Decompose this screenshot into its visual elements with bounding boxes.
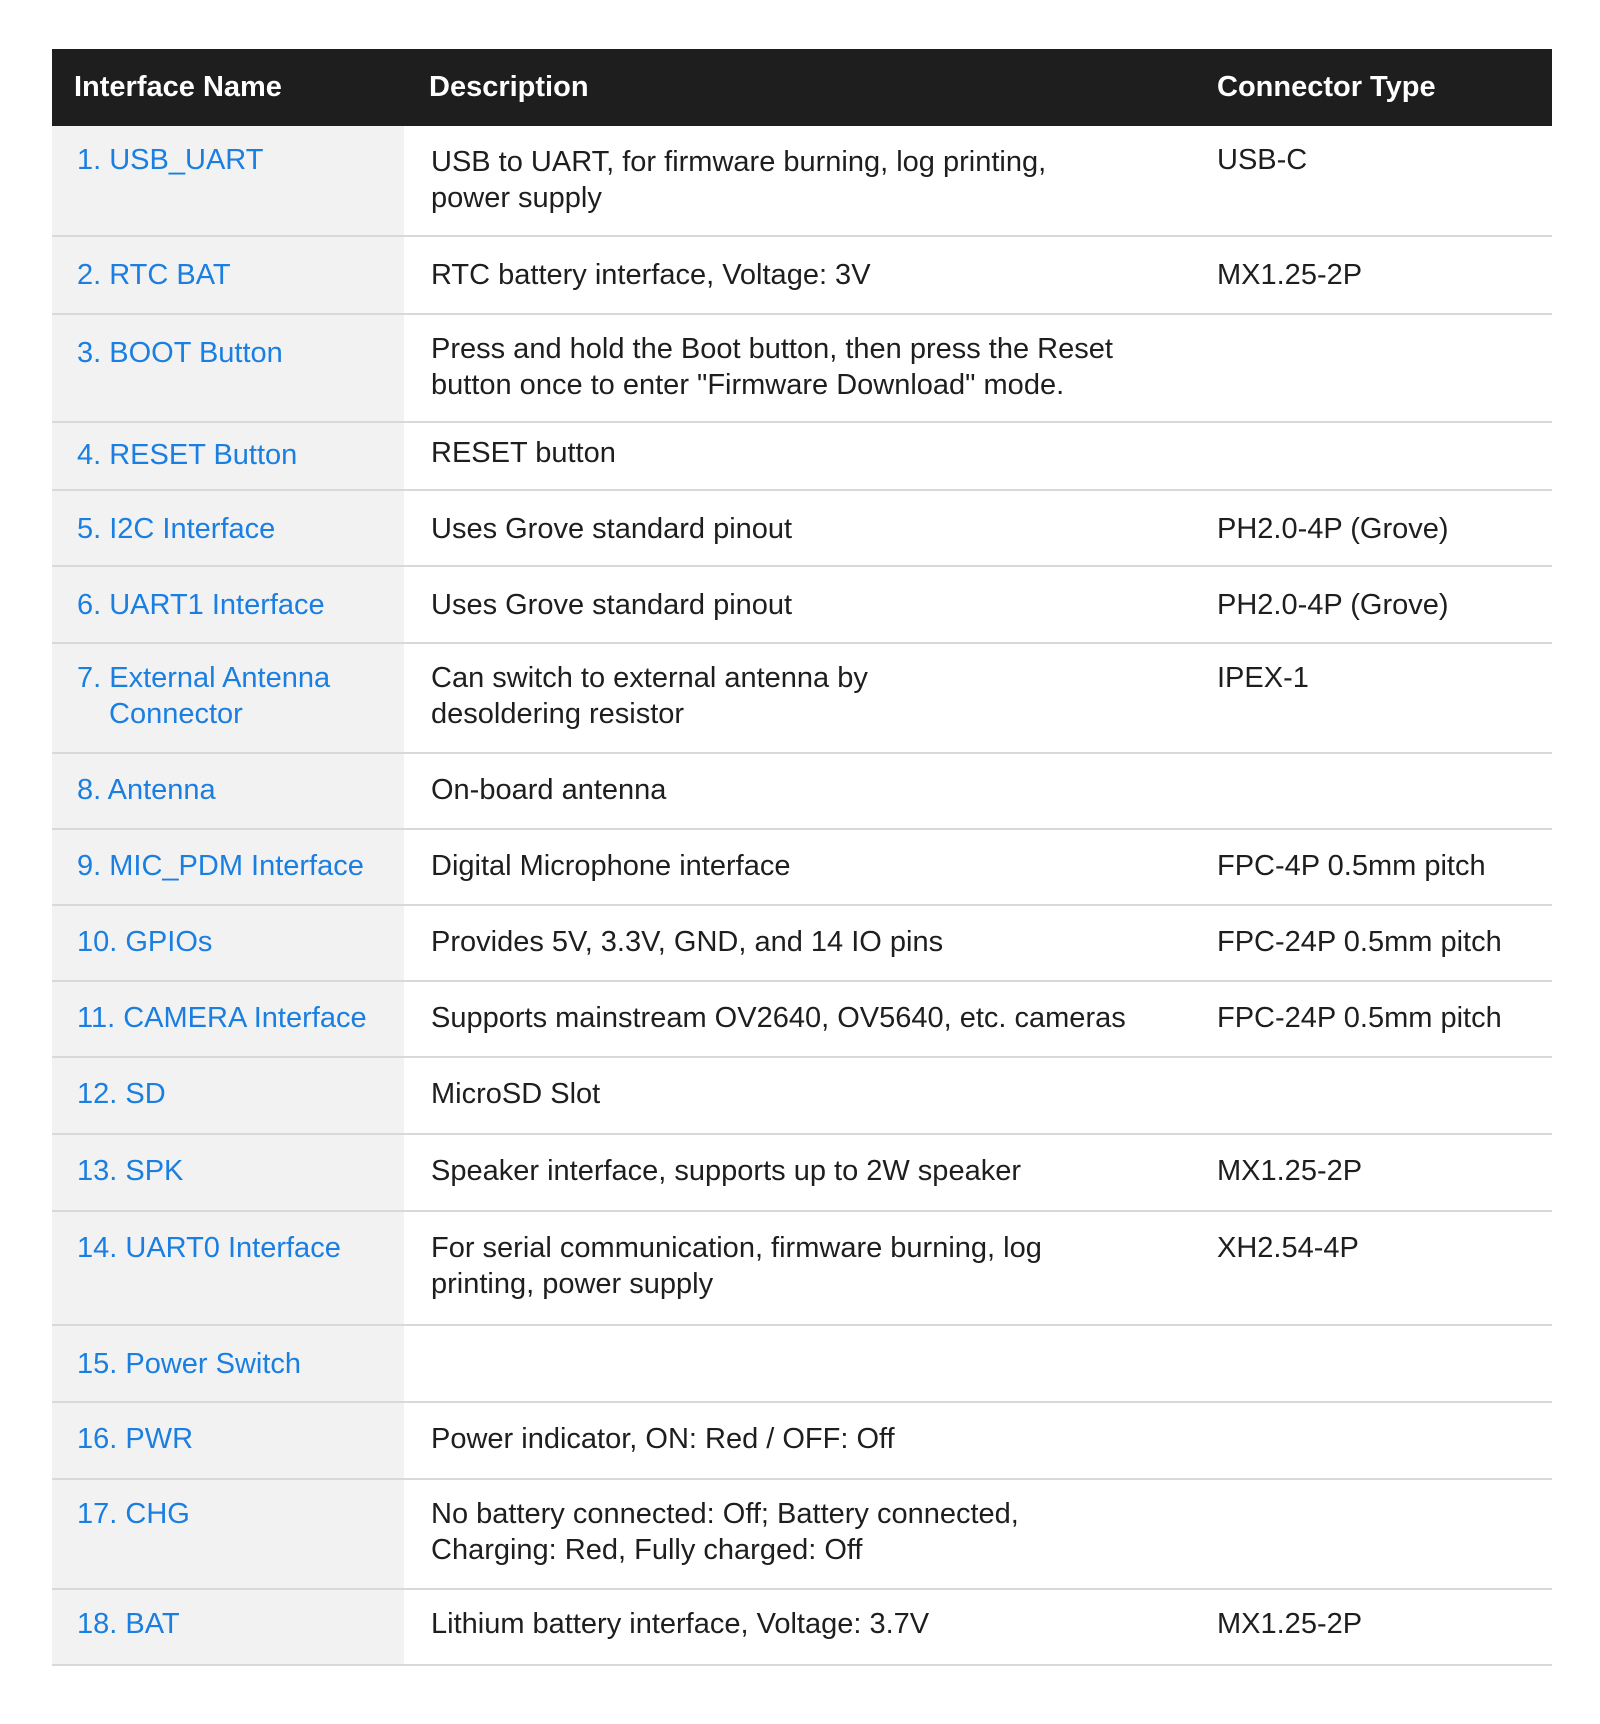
connector-cell: IPEX-1 [1192,643,1552,753]
description-cell [404,1325,1192,1402]
header-connector-type: Connector Type [1192,49,1552,126]
table-row [52,126,1552,236]
interface-name-link[interactable]: 4. RESET Button [52,422,404,490]
table-row [52,422,1552,490]
interface-name-link[interactable]: 13. SPK [52,1134,404,1211]
connector-cell: USB-C [1192,126,1552,236]
interface-name-link[interactable] [52,643,404,753]
table-row [52,829,1552,905]
table-row [52,1589,1552,1665]
table-row [52,566,1552,643]
table-row [52,490,1552,566]
connector-cell [1192,314,1552,422]
connector-cell: MX1.25-2P [1192,1134,1552,1211]
description-cell: No battery connected: Off; Battery connected, Charging: Red, Fully charged: Off [404,1479,1192,1589]
connector-cell: FPC-24P 0.5mm pitch [1192,905,1552,981]
description-cell: Lithium battery interface, Voltage: 3.7V [404,1589,1192,1665]
connector-cell: MX1.25-2P [1192,236,1552,314]
interface-name-link[interactable]: 18. BAT [52,1589,404,1665]
interface-name-link[interactable]: 8. Antenna [52,753,404,829]
table-row [52,905,1552,981]
interface-name-link[interactable]: 12. SD [52,1057,404,1134]
connector-cell: XH2.54-4P [1192,1211,1552,1325]
table-body [52,126,1552,1665]
connector-cell [1192,1325,1552,1402]
connector-cell [1192,1479,1552,1589]
table-row [52,981,1552,1057]
interface-name-link[interactable]: 14. UART0 Interface [52,1211,404,1325]
description-cell: Power indicator, ON: Red / OFF: Off [404,1402,1192,1479]
table-row [52,1211,1552,1325]
table-row [52,643,1552,753]
interface-name-link[interactable]: 1. USB_UART [52,126,404,236]
table-row [52,1134,1552,1211]
header-row [52,49,1552,126]
connector-cell [1192,1402,1552,1479]
interface-name-text[interactable]: 7. External Antenna Connector [77,662,331,730]
description-cell: Uses Grove standard pinout [404,490,1192,566]
header-description: Description [404,49,1192,126]
description-cell: Uses Grove standard pinout [404,566,1192,643]
interface-name-link[interactable]: 17. CHG [52,1479,404,1589]
description-cell: RESET button [404,422,1192,490]
connector-cell: FPC-24P 0.5mm pitch [1192,981,1552,1057]
interface-name-link[interactable]: 3. BOOT Button [52,314,404,422]
description-cell: Digital Microphone interface [404,829,1192,905]
connector-cell [1192,753,1552,829]
connector-cell [1192,422,1552,490]
table-row [52,1402,1552,1479]
table-row [52,314,1552,422]
interface-name-link[interactable]: 9. MIC_PDM Interface [52,829,404,905]
description-cell: Supports mainstream OV2640, OV5640, etc. cameras [404,981,1192,1057]
description-cell: Provides 5V, 3.3V, GND, and 14 IO pins [404,905,1192,981]
interface-name-link[interactable]: 2. RTC BAT [52,236,404,314]
table-row [52,236,1552,314]
connector-cell: PH2.0-4P (Grove) [1192,566,1552,643]
description-cell: On-board antenna [404,753,1192,829]
header-interface-name: Interface Name [52,49,404,126]
description-cell: USB to UART, for firmware burning, log printing, power supply [404,126,1192,236]
description-cell: MicroSD Slot [404,1057,1192,1134]
table-row [52,1057,1552,1134]
interface-name-link[interactable]: 5. I2C Interface [52,490,404,566]
interface-table [52,49,1552,1666]
interface-name-link[interactable]: 16. PWR [52,1402,404,1479]
description-cell: Press and hold the Boot button, then press the Reset button once to enter "Firmware Download" mode. [404,314,1192,422]
description-cell: Speaker interface, supports up to 2W speaker [404,1134,1192,1211]
table-row [52,753,1552,829]
description-cell: RTC battery interface, Voltage: 3V [404,236,1192,314]
interface-name-link[interactable]: 11. CAMERA Interface [52,981,404,1057]
table-row [52,1325,1552,1402]
description-cell: For serial communication, firmware burning, log printing, power supply [404,1211,1192,1325]
connector-cell: PH2.0-4P (Grove) [1192,490,1552,566]
interface-name-link[interactable]: 6. UART1 Interface [52,566,404,643]
table-header [52,49,1552,126]
description-cell: Can switch to external antenna by desoldering resistor [404,643,1192,753]
connector-cell: FPC-4P 0.5mm pitch [1192,829,1552,905]
interface-name-link[interactable]: 15. Power Switch [52,1325,404,1402]
connector-cell [1192,1057,1552,1134]
connector-cell: MX1.25-2P [1192,1589,1552,1665]
table-row [52,1479,1552,1589]
interface-name-link[interactable]: 10. GPIOs [52,905,404,981]
